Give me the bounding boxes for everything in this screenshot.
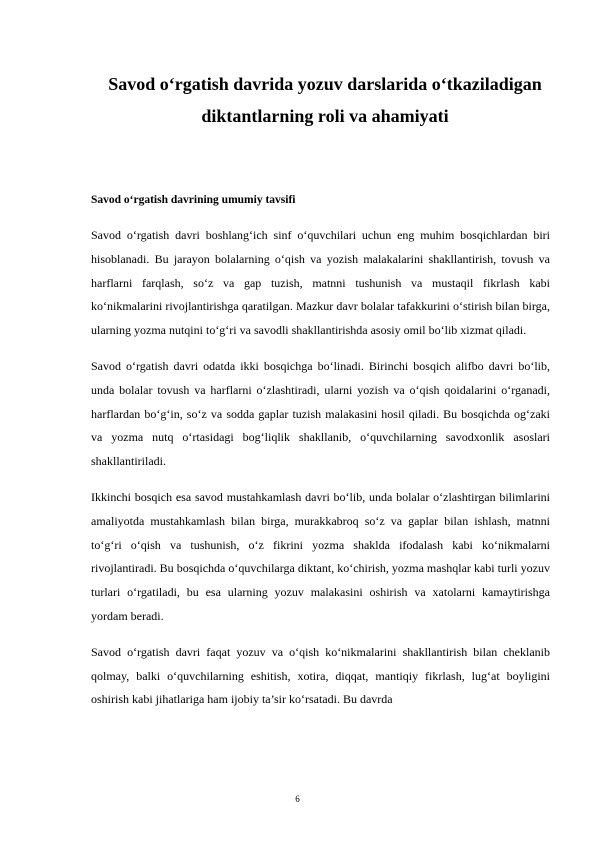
paragraph-1: Savod o‘rgatish davri boshlang‘ich sinf o‘quvchilari uchun eng muhim bosqichlardan biri hisoblanadi. Bu jarayon bolalarning o‘qish va yozish malakalarini shakllantirish, tovush va harflarni farqlash, so‘z va gap tuzish, matnni tushunish va mustaqil fikrlash kabi ko‘nikmalarini rivojlantirishga qaratilgan. Mazkur davr bolalar tafakkurini o‘stirish bilan birga, ularning yozma nutqini to‘g‘ri va savodli shakllantirishda asosiy omil bo‘lib xizmat qiladi. (91, 228, 550, 338)
section-heading: Savod o‘rgatish davrining umumiy tavsifi (91, 194, 296, 206)
paragraph-3: Ikkinchi bosqich esa savod mustahkamlash davri bo‘lib, unda bolalar o‘zlashtirgan bilimlarini amaliyotda mustahkamlash bilan birga, murakkabroq so‘z va gaplar bilan ishlash, matnni to‘g‘ri o‘qish va tushunish, o‘z fikrini yozma shaklda ifodalash kabi ko‘nikmalarni rivojlantiradi. Bu bosqichda o‘quvchilarga diktant, ko‘chirish, yozma mashqlar kabi turli yozuv turlari o‘rgatiladi, bu esa ularning yozuv malakasini oshirish va xatolarni kamaytirishga yordam beradi. (91, 489, 550, 623)
section-body (91, 224, 550, 724)
document-title-line-2: diktantlarning roli va ahamiyati (201, 106, 449, 126)
document-title-line-1: Savod o‘rgatish davrida yozuv darslarida o‘tkaziladigan (108, 74, 542, 94)
page-number: 6 (295, 794, 300, 804)
paragraph-4: Savod o‘rgatish davri faqat yozuv va o‘qish ko‘nikmalarini shakllantirish bilan cheklanib qolmay, balki o‘quvchilarning eshitish, xotira, diqqat, mantiqiy fikrlash, lug‘at boyligini oshirish kabi jihatlariga ham ijobiy ta’sir ko‘rsatadi. Bu davrda (91, 644, 550, 707)
paragraph-2: Savod o‘rgatish davri odatda ikki bosqichga bo‘linadi. Birinchi bosqich alifbo davri bo‘lib, unda bolalar tovush va harflarni o‘zlashtiradi, ularni yozish va o‘qish qoidalarini o‘rganadi, harflardan bo‘g‘in, so‘z va sodda gaplar tuzish malakasini hosil qiladi. Bu bosqichda og‘zaki va yozma nutq o‘rtasidagi bog‘liqlik shakllanib, o‘quvchilarning savodxonlik asoslari shakllantiriladi. (91, 358, 550, 469)
